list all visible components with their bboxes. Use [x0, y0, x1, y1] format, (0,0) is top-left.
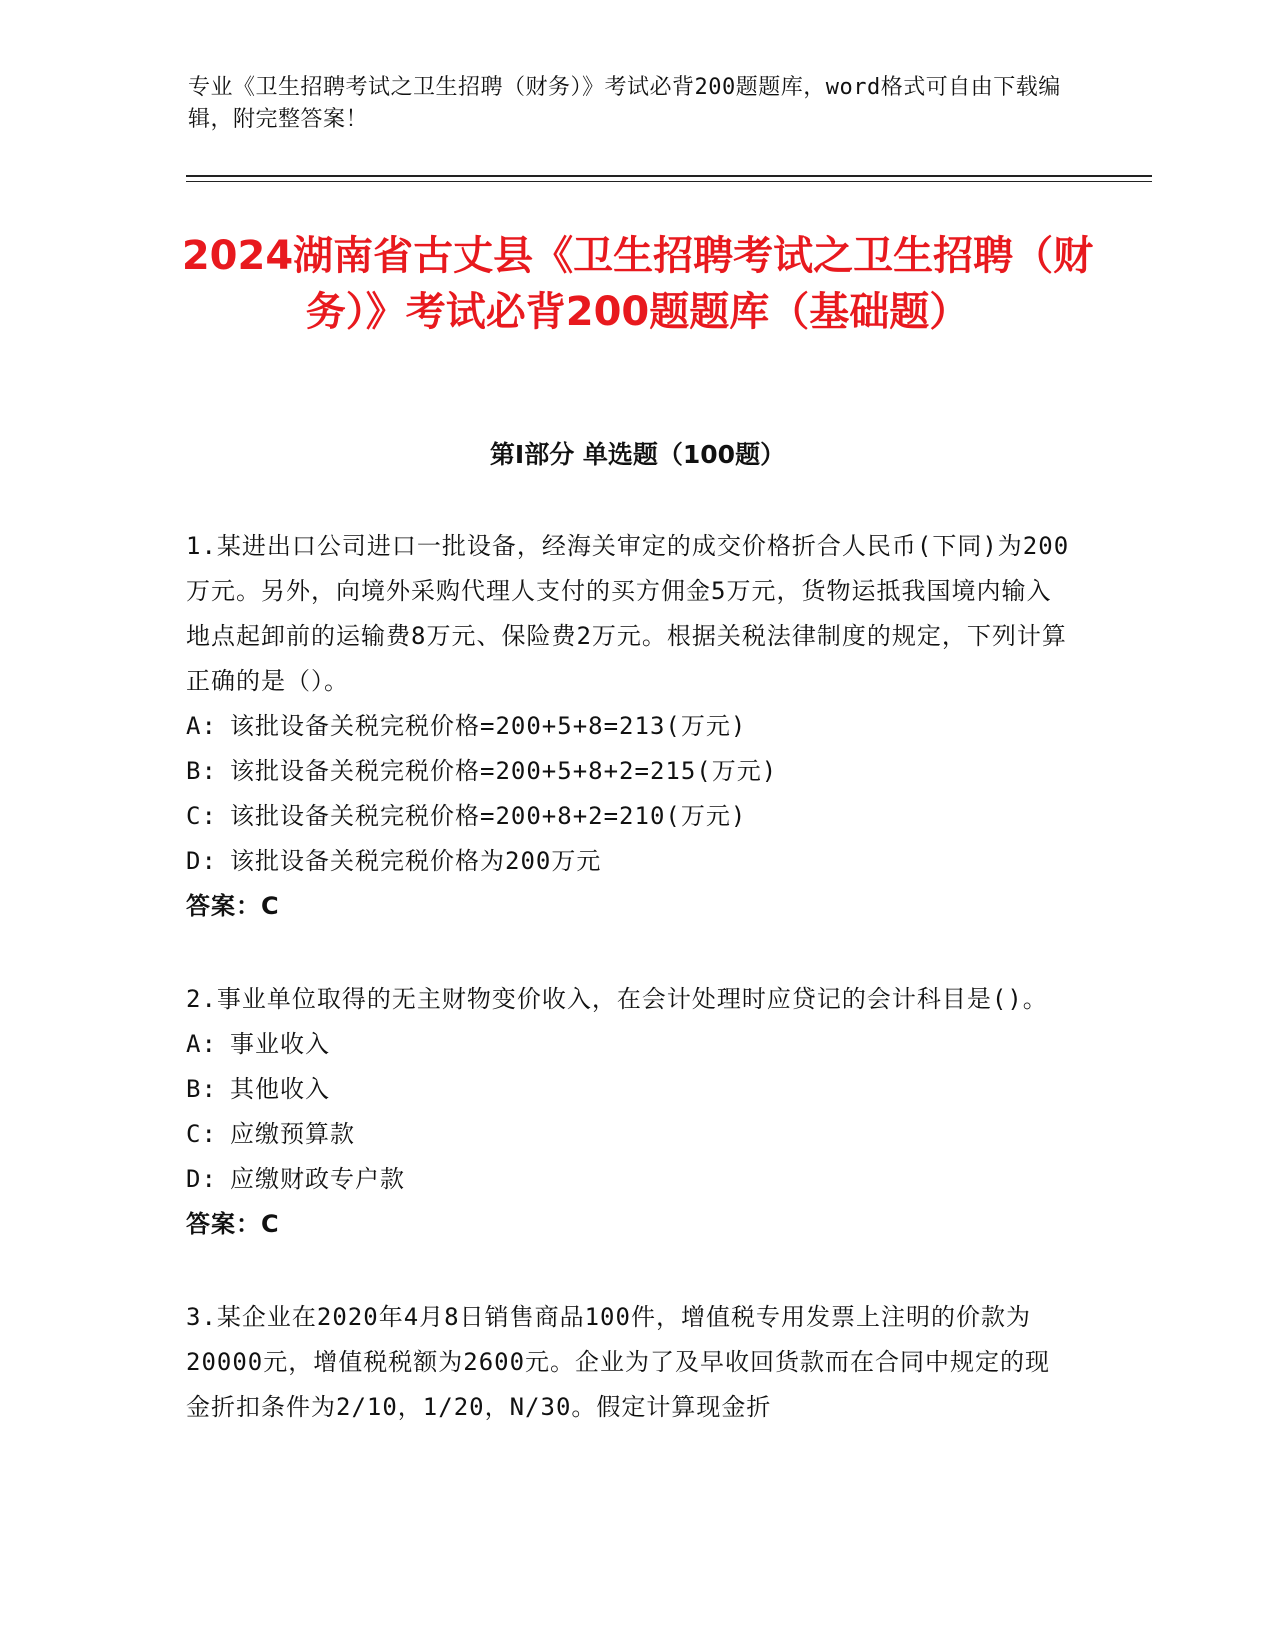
question-stem: 3.某企业在2020年4月8日销售商品100件，增值税专用发票上注明的价款为20000元，增值税税额为2600元。企业为了及早收回货款而在合同中规定的现金折扣条件为2/10，1/20，N/30。假定计算现金折 — [186, 1303, 1051, 1421]
question-stem: 1.某进出口公司进口一批设备，经海关审定的成交价格折合人民币(下同)为200万元。另外，向境外采购代理人支付的买方佣金5万元，货物运抵我国境内输入地点起卸前的运输费8万元、保险费2万元。根据关税法律制度的规定，下列计算正确的是（）。 — [186, 532, 1070, 695]
option-key: D: — [186, 847, 217, 875]
option-key: C: — [186, 1120, 217, 1148]
answer-line: 答案：C — [186, 892, 280, 920]
option-d — [186, 1157, 1071, 1202]
document-title: 2024湖南省古丈县《卫生招聘考试之卫生招聘（财务）》考试必背200题题库（基础题） — [181, 233, 1094, 335]
option-key: B: — [186, 1075, 217, 1103]
section-heading: 第Ⅰ部分 单选题（100题） — [489, 440, 786, 469]
option-key: D: — [186, 1165, 217, 1193]
option-key: A: — [186, 712, 217, 740]
header-divider-thin — [186, 181, 1152, 182]
question-3 — [186, 1295, 1071, 1430]
option-key: A: — [186, 1030, 217, 1058]
option-key: C: — [186, 802, 217, 830]
option-text: 该批设备关税完税价格=200+5+8+2=215(万元) — [230, 757, 778, 785]
option-a — [186, 704, 1071, 749]
option-key: B: — [186, 757, 217, 785]
option-text: 该批设备关税完税价格为200万元 — [230, 847, 602, 875]
option-b — [186, 749, 1071, 794]
question-stem: 2.事业单位取得的无主财物变价收入，在会计处理时应贷记的会计科目是()。 — [186, 985, 1048, 1013]
option-a — [186, 1022, 1071, 1067]
option-c — [186, 1112, 1071, 1157]
question-1 — [186, 524, 1071, 929]
option-c — [186, 794, 1071, 839]
option-d — [186, 839, 1071, 884]
option-text: 应缴预算款 — [230, 1120, 355, 1148]
option-text: 应缴财政专户款 — [230, 1165, 405, 1193]
option-text: 该批设备关税完税价格=200+8+2=210(万元) — [230, 802, 747, 830]
question-2 — [186, 977, 1071, 1247]
answer-line: 答案：C — [186, 1210, 280, 1238]
header-note: 专业《卫生招聘考试之卫生招聘（财务）》考试必背200题题库，word格式可自由下载编辑，附完整答案！ — [188, 75, 1061, 132]
option-text: 事业收入 — [230, 1030, 330, 1058]
question-list — [186, 524, 1071, 1478]
header-divider-thick — [186, 175, 1152, 177]
option-text: 其他收入 — [230, 1075, 330, 1103]
option-text: 该批设备关税完税价格=200+5+8=213(万元) — [230, 712, 747, 740]
option-b — [186, 1067, 1071, 1112]
